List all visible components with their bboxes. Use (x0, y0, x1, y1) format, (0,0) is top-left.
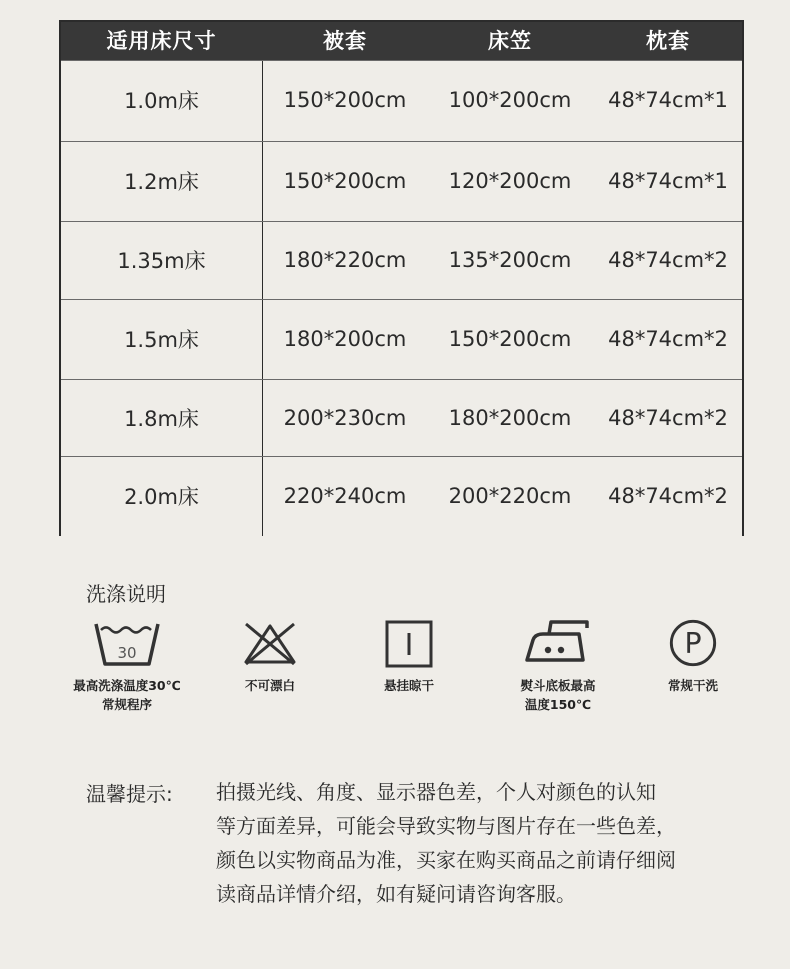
hang-dry-icon (379, 618, 439, 668)
notice-line: 读商品详情介绍，如有疑问请咨询客服。 (216, 882, 576, 906)
pillowcase-cell: 48*74cm*2 (608, 248, 728, 272)
duvet-cover-cell: 220*240cm (283, 484, 407, 508)
iron-icon (523, 618, 593, 668)
duvet-cover-cell: 150*200cm (283, 88, 407, 112)
care-label (200, 676, 340, 695)
notice-line: 颜色以实物商品为准，买家在购买商品之前请仔细阅 (216, 848, 676, 872)
notice-text (216, 775, 716, 911)
care-section-title: 洗涤说明 (86, 582, 166, 606)
pillowcase-cell: 48*74cm*2 (608, 484, 728, 508)
no-bleach-icon (240, 618, 300, 668)
table-row (61, 379, 742, 456)
duvet-cover-cell: 200*230cm (283, 405, 407, 430)
table-row (61, 141, 742, 221)
bed-size-cell: 2.0m床 (124, 485, 199, 509)
size-table (59, 20, 744, 536)
fitted-sheet-cell: 120*200cm (448, 169, 572, 193)
pillowcase-cell: 48*74cm*1 (608, 169, 728, 193)
duvet-cover-cell: 150*200cm (283, 169, 407, 193)
bed-size-cell: 1.2m床 (124, 170, 199, 194)
table-row (61, 60, 742, 140)
pillowcase-cell: 48*74cm*2 (608, 327, 728, 351)
pillowcase-cell: 48*74cm*1 (608, 88, 728, 112)
dry-clean-letter: P (684, 627, 702, 660)
wash-30-icon (92, 618, 162, 668)
care-item-bleach (200, 618, 340, 695)
header-fitted-sheet: 床笠 (488, 29, 532, 53)
fitted-sheet-cell: 200*220cm (448, 484, 572, 508)
care-label (488, 676, 628, 714)
table-row (61, 456, 742, 536)
table-row (61, 221, 742, 299)
care-label-line: 不可漂白 (244, 678, 295, 693)
table-header (61, 22, 742, 60)
bed-size-cell: 1.35m床 (117, 249, 206, 273)
care-label-line: 常规程序 (101, 697, 152, 712)
care-label (339, 676, 479, 695)
care-item-iron (488, 618, 628, 714)
wash-temperature-number: 30 (117, 644, 137, 662)
notice-line: 拍摄光线、角度、显示器色差，个人对颜色的认知 (216, 780, 656, 804)
care-label (57, 676, 197, 714)
care-label-line: 熨斗底板最高 (520, 678, 596, 693)
bed-size-cell: 1.5m床 (124, 328, 199, 352)
header-bed-size: 适用床尺寸 (106, 29, 217, 53)
care-item-wash (57, 618, 197, 714)
bed-size-cell: 1.8m床 (124, 406, 199, 431)
fitted-sheet-cell: 135*200cm (448, 248, 572, 272)
care-label-line: 温度150℃ (524, 697, 592, 712)
notice-line: 等方面差异，可能会导致实物与图片存在一些色差， (216, 814, 676, 838)
duvet-cover-cell: 180*200cm (283, 327, 407, 351)
fitted-sheet-cell: 100*200cm (448, 88, 572, 112)
care-item-dryclean (623, 618, 763, 695)
care-label-line: 常规干洗 (667, 678, 718, 693)
fitted-sheet-cell: 180*200cm (448, 405, 572, 430)
care-label (623, 676, 763, 695)
notice-label: 温馨提示: (86, 782, 173, 806)
fitted-sheet-cell: 150*200cm (448, 327, 572, 351)
dry-clean-p-icon (663, 618, 723, 668)
care-label-line: 最高洗涤温度30℃ (73, 678, 181, 693)
duvet-cover-cell: 180*220cm (283, 248, 407, 272)
pillowcase-cell: 48*74cm*2 (608, 405, 728, 430)
header-duvet-cover: 被套 (323, 29, 367, 53)
header-pillowcase: 枕套 (646, 29, 690, 53)
care-label-line: 悬挂晾干 (383, 678, 434, 693)
bed-size-cell: 1.0m床 (124, 89, 199, 113)
care-item-dry (339, 618, 479, 695)
table-row (61, 299, 742, 379)
